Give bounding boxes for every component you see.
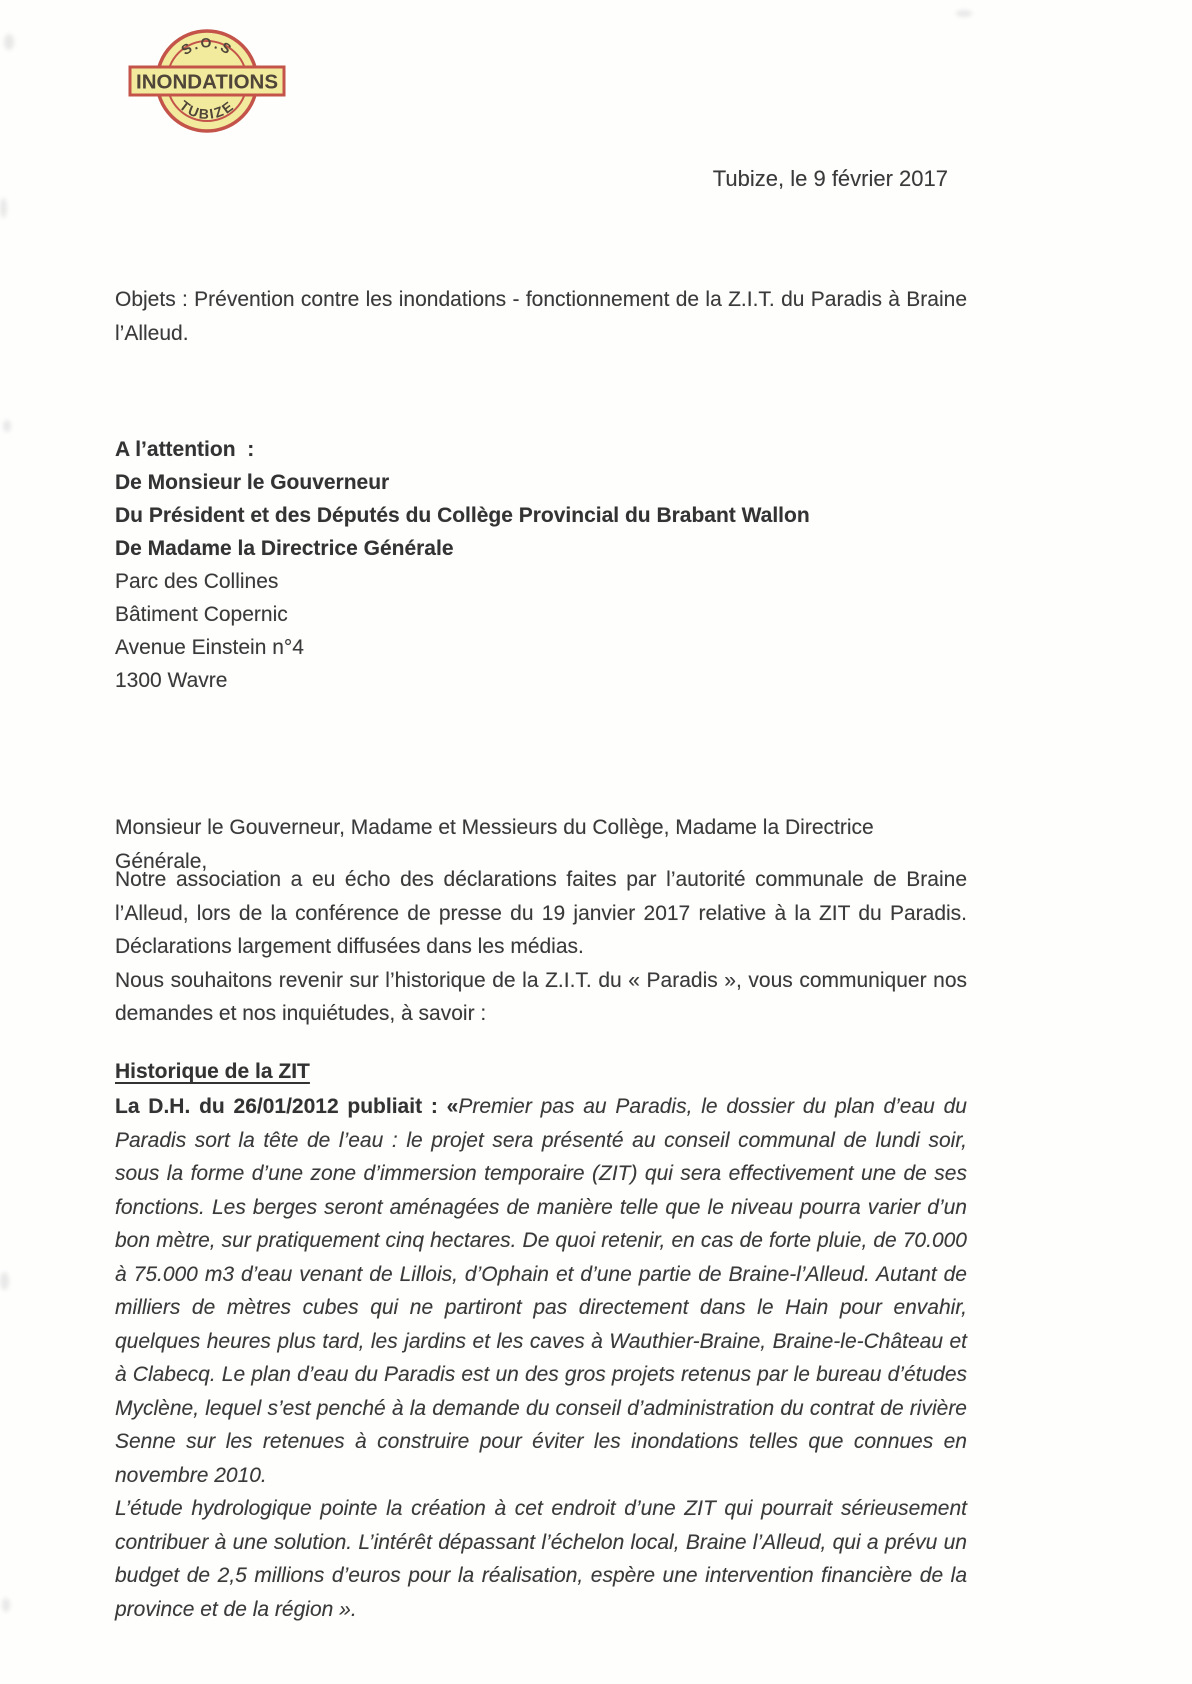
- letter-subject: Objets : Prévention contre les inondations - fonctionnement de la Z.I.T. du Paradis à Braine l’Alleud.: [115, 288, 967, 345]
- logo-text-group: [136, 35, 278, 123]
- scan-artifact: [0, 1272, 9, 1290]
- scan-artifact: [0, 198, 7, 218]
- history-lead: La D.H. du 26/01/2012 publiait : «: [115, 1095, 459, 1118]
- section-heading-historique: Historique de la ZIT: [115, 1060, 310, 1083]
- letter-date: Tubize, le 9 février 2017: [712, 166, 948, 191]
- history-paragraph: [115, 1090, 967, 1492]
- recipient-address-line: Bâtiment Copernic: [115, 603, 288, 626]
- scan-artifact: [956, 10, 972, 17]
- logo-sos-text: S.O.S: [178, 34, 236, 59]
- intro-paragraphs: [115, 863, 967, 1031]
- salutation: Monsieur le Gouverneur, Madame et Messieurs du Collège, Madame la Directrice Générale,: [115, 816, 874, 873]
- recipient-address-line: 1300 Wavre: [115, 669, 228, 692]
- paragraph: Nous souhaitons revenir sur l’historique de la Z.I.T. du « Paradis », vous communiquer nos demandes et nos inquiétudes, à savoir :: [115, 968, 967, 1025]
- logo-tubize-text: TUBIZE: [176, 96, 238, 123]
- recipient-address-line: Avenue Einstein n°4: [115, 636, 304, 659]
- scan-artifact: [2, 1598, 10, 1612]
- recipient-line: De Monsieur le Gouverneur: [115, 471, 390, 494]
- logo-inondations-text: INONDATIONS: [136, 71, 278, 94]
- attention-label: A l’attention :: [115, 438, 255, 461]
- lifebuoy-icon: [128, 24, 286, 138]
- press-quote-part1: Premier pas au Paradis, le dossier du plan d’eau du Paradis sort la tête de l’eau : le projet sera présenté au conseil communal de lundi soir, sous la forme d’une zone d’immersion temporaire (ZIT) qui sera effectivement une de ses fonctions. Les berges seront aménagées de manière telle que le niveau pourra varier d’un bon mètre, sur pratiquement cinq hectares. De quoi retenir, en cas de forte pluie, de 70.000 à 75.000 m3 d’eau venant de Lillois, d’Ophain et d’une partie de Braine-l’Alleud. Autant de milliers de mètres cubes qui ne partiront pas directement dans le Hain pour envahir, quelques heures plus tard, les jardins et les caves à Wauthier-Braine, Braine-le-Château et à Clabecq. Le plan d’eau du Paradis est un des gros projets retenus par le bureau d’études Myclène, lequel s’est penché à la demande du conseil d’administration du contrat de rivière Senne sur les retenues à construire pour éviter les inondations telles que connues en novembre 2010.: [115, 1095, 967, 1487]
- recipient-address-line: Parc des Collines: [115, 570, 279, 593]
- recipient-line: Du Président et des Députés du Collège Provincial du Brabant Wallon: [115, 504, 810, 527]
- history-section: [115, 1090, 967, 1626]
- scan-artifact: [4, 34, 14, 50]
- paragraph: Notre association a eu écho des déclarations faites par l’autorité communale de Braine l’Alleud, lors de la conférence de presse du 19 janvier 2017 relative à la ZIT du Paradis. Déclarations largement diffusées dans les médias.: [115, 868, 967, 958]
- press-quote-part2: L’étude hydrologique pointe la création à cet endroit d’une ZIT qui pourrait sérieusement contribuer à une solution. L’intérêt dépassant l’échelon local, Braine l’Alleud, qui a prévu un budget de 2,5 millions d’euros pour la réalisation, espère une intervention financière de la province et de la région ».: [115, 1497, 967, 1621]
- recipient-line: De Madame la Directrice Générale: [115, 537, 454, 560]
- sos-inondations-tubize-logo: [128, 24, 286, 138]
- scan-artifact: [3, 420, 11, 432]
- recipient-block: [115, 433, 967, 697]
